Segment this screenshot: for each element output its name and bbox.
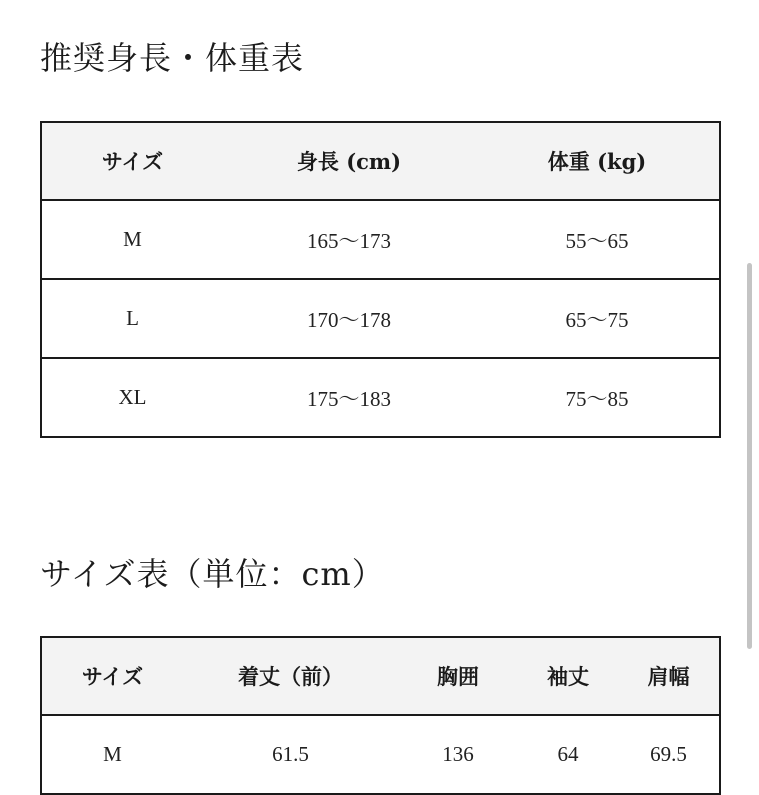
header-size: サイズ xyxy=(41,122,223,200)
cell-sleeve-length: 64 xyxy=(518,715,618,794)
recommended-height-weight-table xyxy=(40,121,721,438)
table-header-row xyxy=(41,122,720,200)
cell-weight: 75〜85 xyxy=(475,358,720,437)
cell-height: 175〜183 xyxy=(223,358,475,437)
cell-size: XL xyxy=(41,358,223,437)
header-size: サイズ xyxy=(41,637,183,715)
cell-shoulder-width: 69.5 xyxy=(618,715,720,794)
table-row xyxy=(41,200,720,279)
recommended-height-weight-title: 推奨身長・体重表 xyxy=(40,39,305,77)
header-height: 身長 (cm) xyxy=(223,122,475,200)
table-header-row xyxy=(41,637,720,715)
cell-height: 170〜178 xyxy=(223,279,475,358)
header-weight: 体重 (kg) xyxy=(475,122,720,200)
cell-length-front: 61.5 xyxy=(183,715,398,794)
cell-size: M xyxy=(41,715,183,794)
header-sleeve-length: 袖丈 xyxy=(518,637,618,715)
header-shoulder-width: 肩幅 xyxy=(618,637,720,715)
scrollbar-thumb[interactable] xyxy=(747,263,752,649)
header-length-front: 着丈（前） xyxy=(183,637,398,715)
cell-weight: 55〜65 xyxy=(475,200,720,279)
cell-size: L xyxy=(41,279,223,358)
table-row xyxy=(41,279,720,358)
cell-size: M xyxy=(41,200,223,279)
table-row xyxy=(41,715,720,794)
cell-height: 165〜173 xyxy=(223,200,475,279)
table-row xyxy=(41,358,720,437)
size-chart-table xyxy=(40,636,721,795)
header-chest: 胸囲 xyxy=(398,637,518,715)
cell-weight: 65〜75 xyxy=(475,279,720,358)
size-chart-title: サイズ表（単位：cm） xyxy=(40,555,385,593)
cell-chest: 136 xyxy=(398,715,518,794)
